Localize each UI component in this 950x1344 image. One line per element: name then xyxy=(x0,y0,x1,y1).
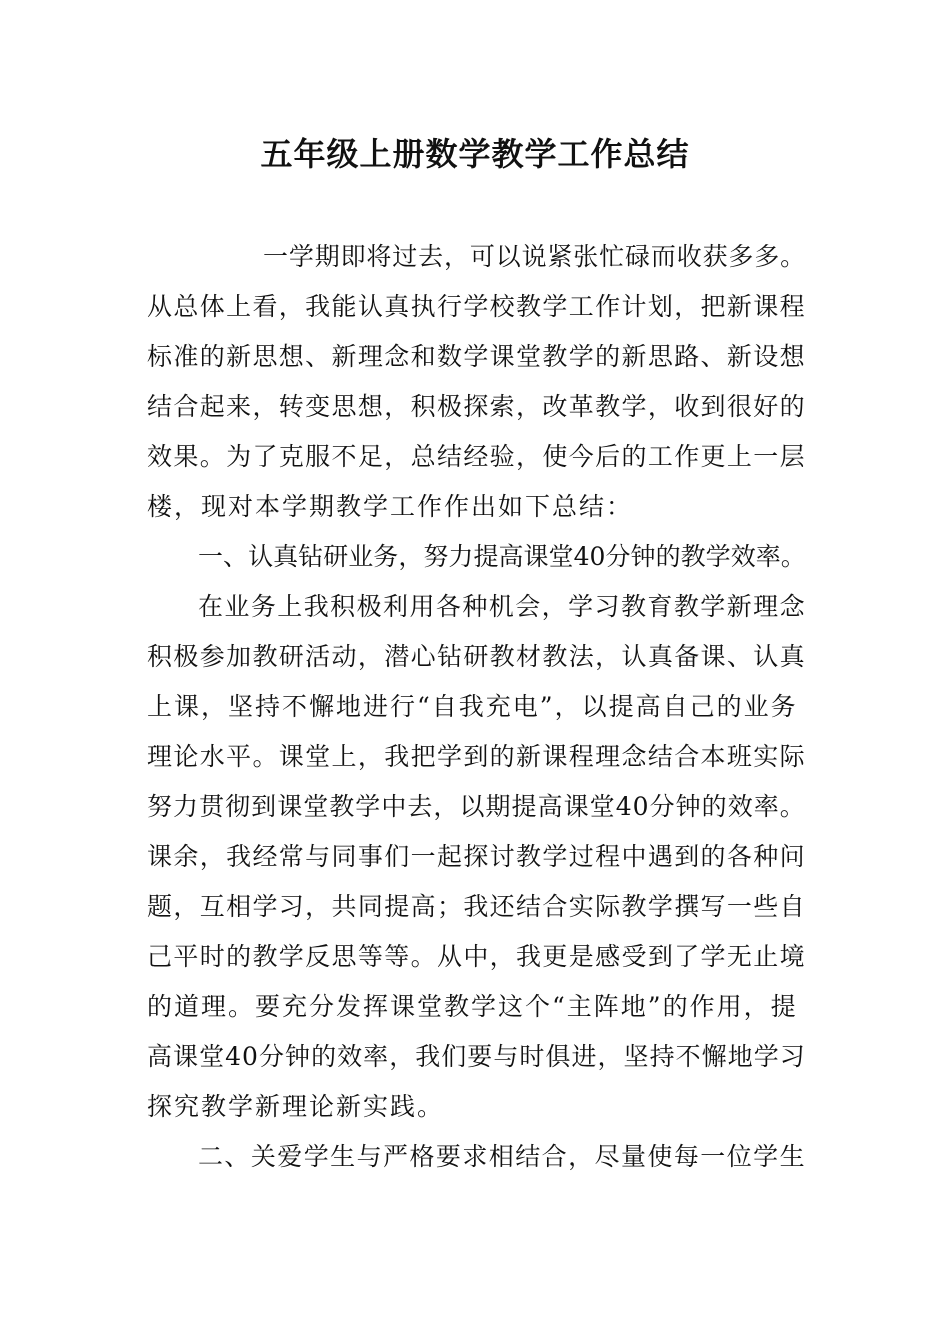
body-line: 效果。为了克服不足，总结经验，使今后的工作更上一层 xyxy=(147,442,807,471)
body-line: 的道理。要充分发挥课堂教学这个“主阵地”的作用，提 xyxy=(147,992,798,1021)
body-line: 从总体上看，我能认真执行学校教学工作计划，把新课程 xyxy=(147,292,807,321)
body-line: 探究教学新理论新实践。 xyxy=(147,1092,445,1121)
section-heading: 一、认真钻研业务，努力提高课堂40分钟的教学效率。 xyxy=(198,542,806,571)
body-line: 题，互相学习，共同提高；我还结合实际教学撰写一些自 xyxy=(147,892,807,921)
document-title: 五年级上册数学教学工作总结 xyxy=(260,135,690,173)
body-line: 一学期即将过去，可以说紧张忙碌而收获多多。 xyxy=(263,242,807,271)
body-line: 积极参加教研活动，潜心钻研教材教法，认真备课、认真 xyxy=(147,642,807,671)
body-line: 在业务上我积极利用各种机会，学习教育教学新理念 xyxy=(198,592,807,621)
body-line: 高课堂40分钟的效率，我们要与时俱进，坚持不懈地学习 xyxy=(147,1042,806,1071)
body-line: 理论水平。课堂上，我把学到的新课程理念结合本班实际 xyxy=(147,742,807,771)
body-line: 楼，现对本学期教学工作作出如下总结： xyxy=(147,492,634,521)
body-line: 课余，我经常与同事们一起探讨教学过程中遇到的各种问 xyxy=(147,842,807,871)
body-line: 标准的新思想、新理念和数学课堂教学的新思路、新设想 xyxy=(147,342,807,371)
body-line: 结合起来，转变思想，积极探索，改革教学，收到很好的 xyxy=(147,392,807,421)
section-heading: 二、关爱学生与严格要求相结合，尽量使每一位学生 xyxy=(198,1142,807,1171)
body-line: 努力贯彻到课堂教学中去，以期提高课堂40分钟的效率。 xyxy=(147,792,806,821)
body-line: 己平时的教学反思等等。从中，我更是感受到了学无止境 xyxy=(147,942,807,971)
body-line: 上课，坚持不懈地进行“自我充电”，以提高自己的业务 xyxy=(147,692,798,721)
